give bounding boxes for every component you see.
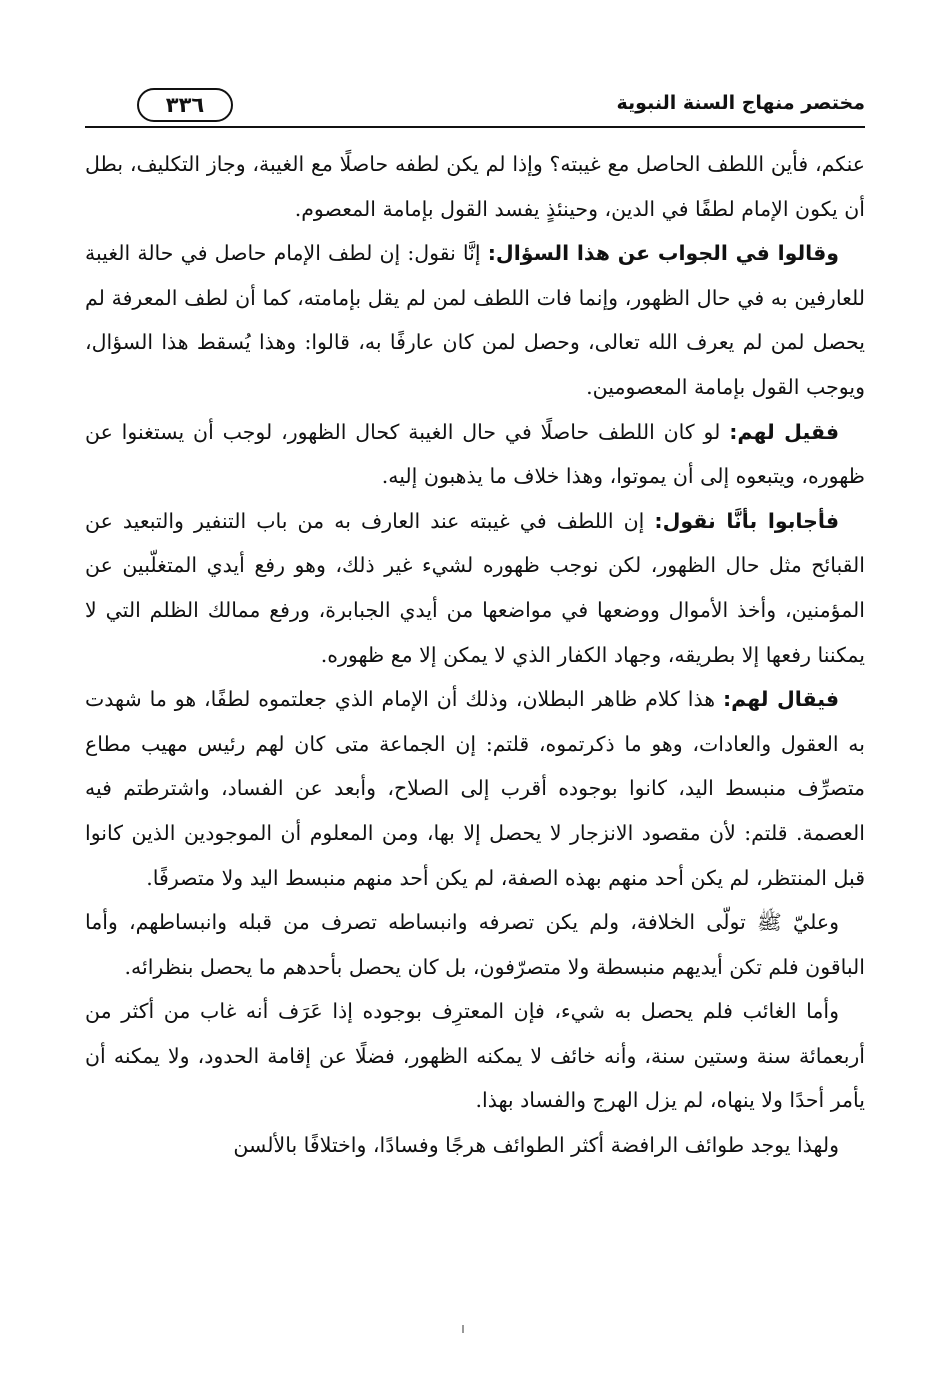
book-title: مختصر منهاج السنة النبوية <box>616 92 865 114</box>
paragraph <box>85 677 865 900</box>
scan-mark <box>462 1325 464 1333</box>
paragraph-text: إن اللطف في غيبته عند العارف به من باب التنفير والتبعيد عن القبائح مثل حال الظهور، لكن نوجب ظهوره لشيء غير ذلك، وهو رفع أيدي المتغلّبين عن المؤمنين، وأخذ الأموال ووضعها في مواضعها من أيدي الجبابرة، ورفع ممالك الظلم التي لا يمكننا رفعها إلا بطريقه، وجهاد الكفار الذي لا يمكن إلا مع ظهوره. <box>85 508 865 667</box>
paragraph-lead: فقيل لهم: <box>729 419 839 444</box>
paragraph-lead: فيقال لهم: <box>722 687 840 712</box>
paragraph-text: إنَّا نقول: إن لطف الإمام حاصل في حالة الغيبة للعارفين به في حال الظهور، وإنما فات اللطف لمن لم يقل بإمامته، كما أن لطف المعرفة لم يحصل لمن لم يعرف الله تعالى، وحصل لمن كان عارفًا به، قالوا: وهذا يُسقط هذا السؤال، ويوجب القول بإمامة المعصومين. <box>85 241 865 399</box>
paragraph <box>85 989 865 1123</box>
page-number: ٣٣٦ <box>137 88 233 122</box>
paragraph-text: وأما الغائب فلم يحصل به شيء، فإن المعترِف بوجوده إذا عَرَف أنه غاب من أكثر من أربعمائة سنة وستين سنة، وأنه خائف لا يمكنه الظهور، فضلًا عن إقامة الحدود، ولا يمكنه أن يأمر أحدًا ولا ينهاه، لم يزل الهرج والفساد بهذا. <box>85 999 865 1113</box>
page-header <box>85 88 865 134</box>
paragraph-text: لو كان اللطف حاصلًا في حال الغيبة كحال الظهور، لوجب أن يستغنوا عن ظهوره، ويتبعوه إلى أن يموتوا، وهذا خلاف ما يذهبون إليه. <box>85 419 865 489</box>
paragraph <box>85 231 865 409</box>
paragraph-text: ولهذا يوجد طوائف الرافضة أكثر الطوائف هرجًا وفسادًا، واختلافًا بالألسن <box>233 1133 839 1158</box>
paragraph <box>85 499 865 677</box>
paragraph <box>85 410 865 499</box>
header-divider <box>85 126 865 128</box>
paragraph <box>85 142 865 231</box>
paragraph <box>85 1123 865 1168</box>
paragraph-text: عنكم، فأين اللطف الحاصل مع غيبته؟ وإذا لم يكن لطفه حاصلًا مع الغيبة، وجاز التكليف، بطل أن يكون الإمام لطفًا في الدين، وحينئذٍ يفسد القول بإمامة المعصوم. <box>85 152 865 221</box>
paragraph <box>85 900 865 989</box>
paragraph-text: وعليّ ﷺ تولّى الخلافة، ولم يكن تصرفه وانبساطه تصرف من قبله وانبساطهم، وأما الباقون فلم تكن أيديهم منبسطة ولا متصرّفون، بل كان يحصل بأحدهم ما يحصل بنظرائه. <box>85 910 865 979</box>
paragraph-text: هذا كلام ظاهر البطلان، وذلك أن الإمام الذي جعلتموه لطفًا، هو ما شهدت به العقول والعادات، وهو ما ذكرتموه، قلتم: إن الجماعة متى كان لهم رئيس مهيب مطاع متصرِّف منبسط اليد، كانوا بوجوده أقرب إلى الصلاح، وأبعد عن الفساد، واشترطتم فيه العصمة. قلتم: لأن مقصود الانزجار لا يحصل إلا بها، ومن المعلوم أن الموجودين الذين كانوا قبل المنتظر، لم يكن أحد منهم بهذه الصفة، لم يكن أحد منهم منبسط اليد ولا متصرفًا. <box>85 687 865 890</box>
paragraph-lead: فأجابوا بأنَّا نقول: <box>654 508 839 533</box>
page-body <box>85 142 865 1168</box>
paragraph-lead: وقالوا في الجواب عن هذا السؤال: <box>487 241 840 266</box>
